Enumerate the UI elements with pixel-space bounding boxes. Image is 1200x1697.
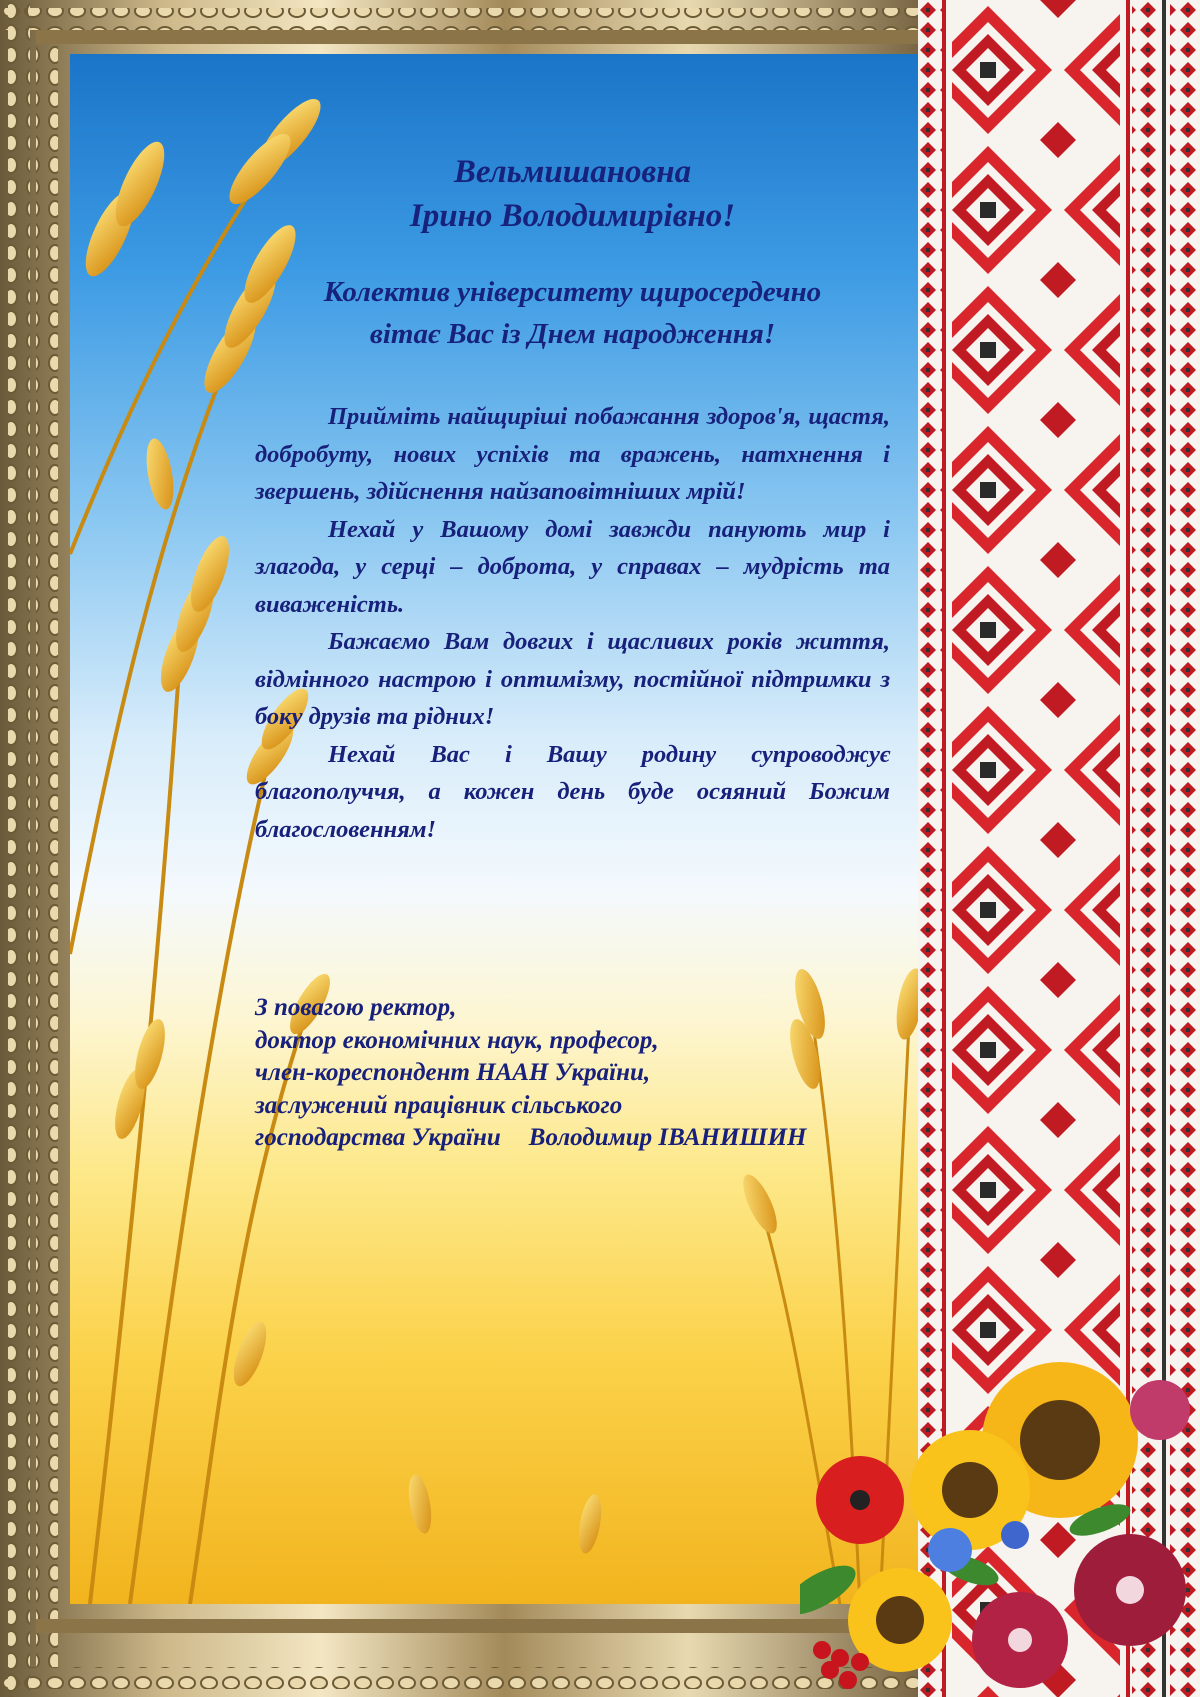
paragraph-2: Нехай у Вашому домі завжди панують мир і злагода, у серці – доброта, у справах – мудрість та виваженість. bbox=[255, 515, 890, 618]
congratulation-heading bbox=[255, 271, 890, 355]
paragraph-4: Нехай Вас і Вашу родину супроводжує благополуччя, а кожен день буде осяяний Божим благословенням! bbox=[255, 740, 890, 843]
letter-body bbox=[255, 398, 890, 848]
signature-line-1: З повагою ректор, bbox=[255, 994, 457, 1021]
poppy-icon bbox=[816, 1456, 904, 1544]
salutation bbox=[255, 150, 890, 238]
signature-block bbox=[255, 992, 955, 1155]
signature-name: Володимир ІВАНИШИН bbox=[528, 1124, 807, 1151]
signature-line-4: заслужений працівник сільського bbox=[255, 1091, 623, 1119]
signature-line-3: член-кореспондент НААН України, bbox=[255, 1059, 651, 1086]
salutation-line-2: Ірино Володимирівно! bbox=[409, 198, 736, 234]
congratulation-line-2: вітає Вас із Днем народження! bbox=[369, 318, 776, 350]
salutation-line-1: Вельмишановна bbox=[453, 154, 692, 190]
paragraph-3: Бажаємо Вам довгих і щасливих років життя, відмінного настрою і оптимізму, постійної підтримки з боку друзів та рідних! bbox=[255, 628, 890, 730]
flower-bouquet bbox=[800, 1320, 1200, 1697]
signature-line-5 bbox=[255, 1122, 955, 1155]
paragraph-1: Прийміть найщиріші побажання здоров'я, щастя, добробуту, нових успіхів та вражень, натхнення і звершень, здійснення найзаповітніших мрій! bbox=[255, 403, 890, 505]
signature-line-2: доктор економічних наук, професор, bbox=[255, 1026, 659, 1054]
congratulation-line-1: Колектив університету щиросердечно bbox=[323, 276, 822, 308]
signature-org: господарства України bbox=[255, 1124, 501, 1151]
